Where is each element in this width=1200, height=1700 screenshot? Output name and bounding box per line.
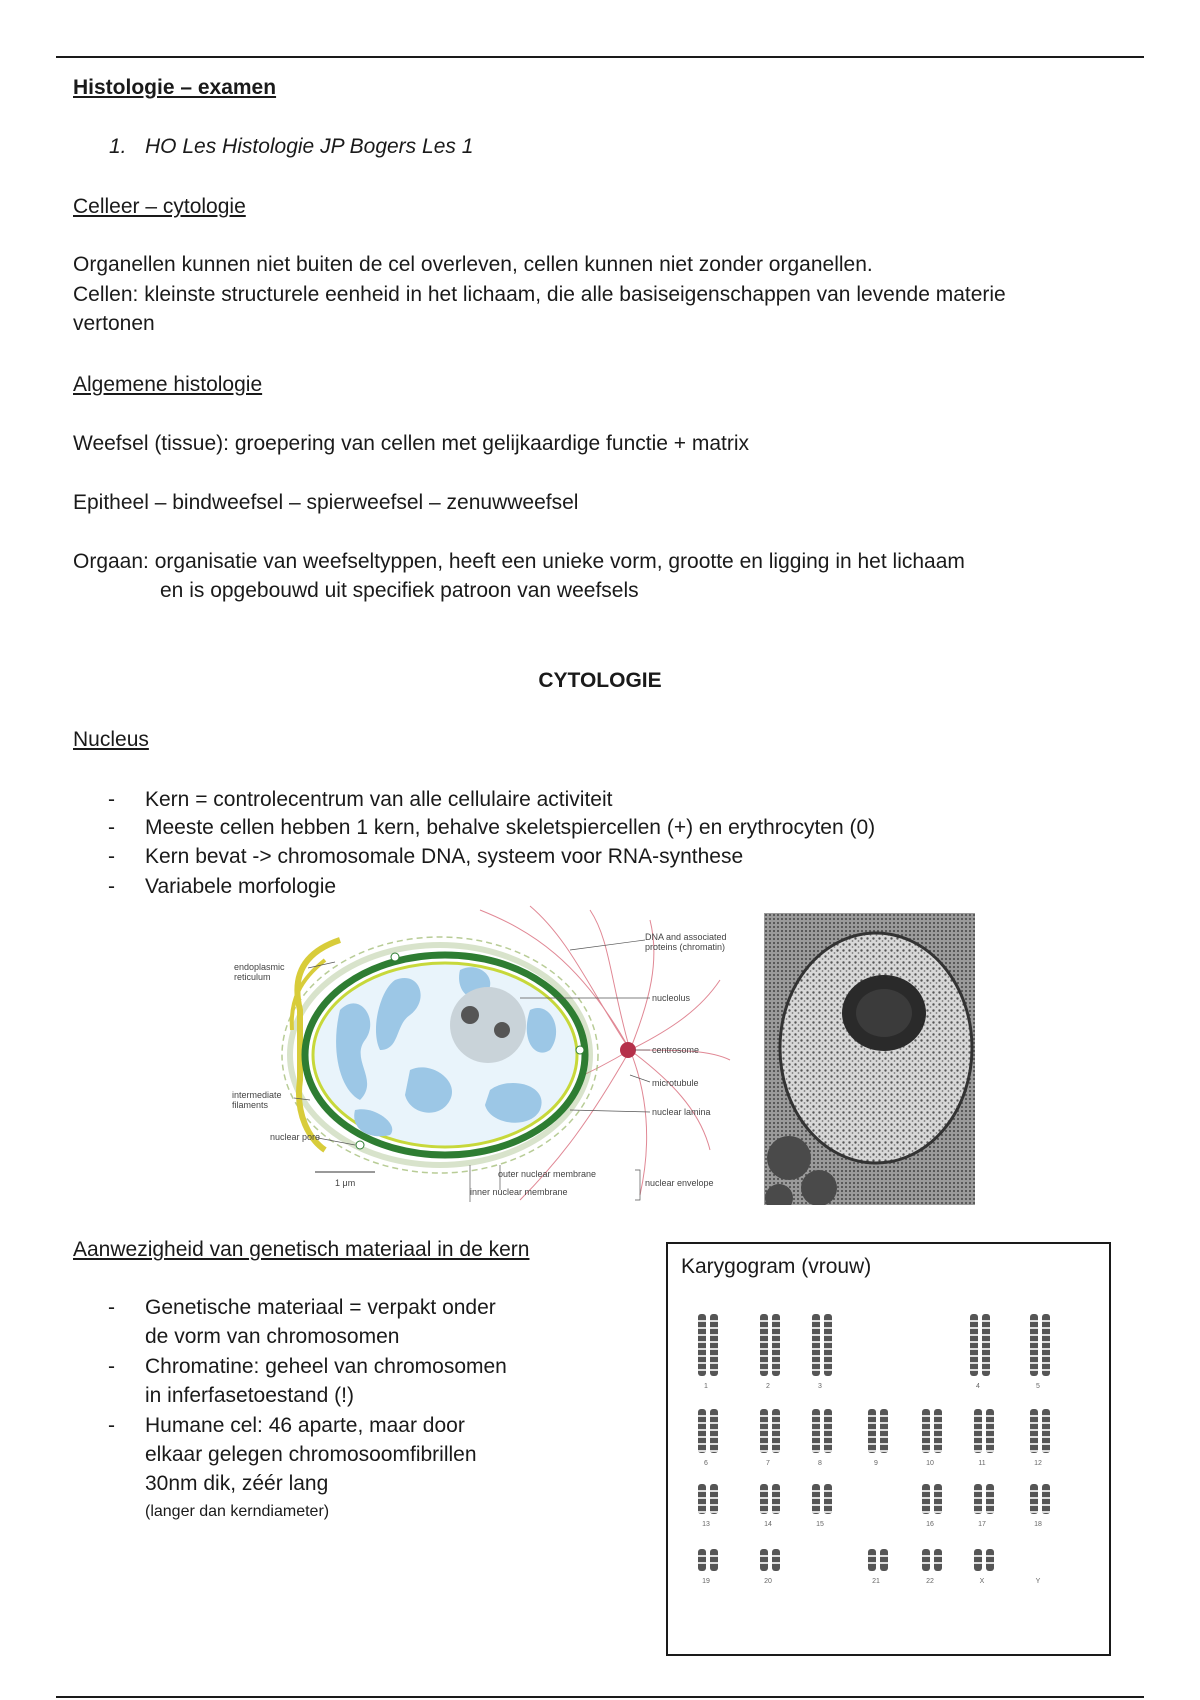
chromosome-number-label: 19 [702,1578,710,1585]
heading-genetisch-materiaal: Aanwezigheid van genetisch materiaal in de kern [73,1238,530,1261]
chromosome-number-label: Y [1035,1578,1041,1585]
list-item: Chromatine: geheel van chromosomen [145,1355,507,1378]
label-dna-2: proteins (chromatin) [645,942,726,952]
chromosome-pair-X [974,1549,994,1585]
list-item: Kern bevat -> chromosomale DNA, systeem voor RNA-synthese [145,845,744,868]
list-item-cont: de vorm van chromosomen [145,1325,400,1348]
chromosome-number-label: 4 [976,1383,980,1390]
chromosome-number-label: 13 [702,1521,710,1528]
chromosome-number-label: 8 [818,1460,822,1467]
chromosome-number-label: 9 [874,1460,878,1467]
label-dna: DNA and associated [645,932,727,942]
paragraph-line: Organellen kunnen niet buiten de cel overleven, cellen kunnen niet zonder organellen. [73,253,873,276]
list-item-number: 1. [109,135,127,158]
chromosome-number-label: X [979,1578,985,1585]
chromosome-number-label: 6 [704,1460,708,1467]
list-item-lecture: HO Les Histologie JP Bogers Les 1 [145,135,474,158]
chromosome-number-label: 2 [766,1383,770,1390]
chromosome-pair-10 [922,1409,942,1467]
bullet-dash: - [108,1355,115,1378]
chromosome [710,1314,718,1376]
chromosome [1030,1314,1038,1376]
list-item-cont: 30nm dik, zéér lang [145,1472,329,1495]
section-heading-cytologie: CYTOLOGIE [538,669,662,692]
chromosome-number-label: 22 [926,1578,934,1585]
chromosome [772,1549,780,1571]
chromosome-pair-18 [1030,1484,1050,1528]
karyogram-box [666,1242,1111,1656]
chromosome [970,1314,978,1376]
chromosome-pair-1 [698,1314,718,1390]
chromosome-pair-22 [922,1549,942,1585]
chromosome [760,1549,768,1571]
document-title: Histologie – examen [73,76,277,99]
chromosome [974,1549,982,1571]
list-item: Genetische materiaal = verpakt onder [145,1296,496,1319]
label-outer-membrane: outer nuclear membrane [498,1169,597,1179]
chromosome [880,1549,888,1571]
top-rule [56,56,1144,58]
list-item: Kern = controlecentrum van alle cellulaire activiteit [145,788,613,811]
label-nucleolus: nucleolus [652,993,691,1003]
chromosome-number-label: 17 [978,1521,986,1528]
heading-algemene-histologie: Algemene histologie [73,373,263,396]
label-centrosome: centrosome [652,1045,700,1055]
chromosome-number-label: 1 [704,1383,708,1390]
karyogram-image [678,1314,1098,1634]
chromosome-pair-13 [698,1484,718,1528]
chromosome-number-label: 18 [1034,1521,1042,1528]
karyogram-title: Karygogram (vrouw) [681,1255,872,1278]
bullet-dash: - [108,1296,115,1319]
chromosome-pair-9 [868,1409,888,1467]
chromosome [710,1549,718,1571]
chromosome-pair-14 [760,1484,780,1528]
label-filaments: filaments [232,1100,269,1110]
bullet-dash: - [108,845,115,868]
heading-celleer: Celleer – cytologie [73,195,246,218]
label-nuclear-envelope: nuclear envelope [645,1178,714,1188]
chromosome-number-label: 20 [764,1578,772,1585]
chromosome-pair-11 [974,1409,994,1467]
list-item-cont: elkaar gelegen chromosoomfibrillen [145,1443,477,1466]
label-microtubule: microtubule [652,1078,699,1088]
chromosome [922,1549,930,1571]
chromosome-pair-8 [812,1409,832,1467]
chromosome [868,1549,876,1571]
chromosome [760,1314,768,1376]
chromosome-number-label: 10 [926,1460,934,1467]
list-item: Variabele morfologie [145,875,337,898]
list-item-cont: in inferfasetoestand (!) [145,1384,354,1407]
bullet-dash: - [108,788,115,811]
chromosome-pair-3 [812,1314,832,1390]
paragraph-orgaan-cont: en is opgebouwd uit specifiek patroon van weefsels [160,579,639,602]
chromosome [986,1549,994,1571]
chromosome-pair-12 [1030,1409,1050,1467]
chromosome-number-label: 5 [1036,1383,1040,1390]
nucleus-diagram [230,900,760,1210]
chromosome [812,1314,820,1376]
label-scale: 1 μm [335,1178,356,1188]
chromosome-number-label: 21 [872,1578,880,1585]
chromosome-number-label: 15 [816,1521,824,1528]
chromosome-pair-Y [1036,1578,1041,1585]
chromosome-pair-2 [760,1314,780,1390]
chromosome-pair-21 [868,1549,888,1585]
chromosome-number-label: 12 [1034,1460,1042,1467]
chromosome-number-label: 16 [926,1521,934,1528]
paragraph-tissue-types: Epitheel – bindweefsel – spierweefsel – zenuwweefsel [73,491,579,514]
electron-micrograph [764,913,975,1205]
chromosome [824,1314,832,1376]
label-er-2: reticulum [234,972,271,982]
chromosome-number-label: 14 [764,1521,772,1528]
chromosome-pair-4 [970,1314,990,1390]
chromosome [982,1314,990,1376]
chromosome-pair-5 [1030,1314,1050,1390]
chromosome-pair-17 [974,1484,994,1528]
list-item-note: (langer dan kerndiameter) [145,1503,330,1520]
paragraph-orgaan: Orgaan: organisatie van weefseltyppen, heeft een unieke vorm, grootte en ligging in het lichaam [73,550,965,573]
chromosome [1042,1314,1050,1376]
bullet-dash: - [108,1414,115,1437]
label-inner-membrane: inner nuclear membrane [470,1187,568,1197]
chromosome-pair-7 [760,1409,780,1467]
bullet-dash: - [108,816,115,839]
chromosome-pair-6 [698,1409,718,1467]
chromosome-number-label: 11 [978,1460,986,1467]
paragraph-line: vertonen [73,312,155,335]
heading-nucleus: Nucleus [73,728,149,751]
paragraph-weefsel: Weefsel (tissue): groepering van cellen met gelijkaardige functie + matrix [73,432,750,455]
label-nuclear-lamina: nuclear lamina [652,1107,711,1117]
paragraph-line: Cellen: kleinste structurele eenheid in het lichaam, die alle basiseigenschappen van levende materie [73,283,1006,306]
label-intermediate: intermediate [232,1090,282,1100]
chromosome [772,1314,780,1376]
chromosome-pair-20 [760,1549,780,1585]
label-er: endoplasmic [234,962,285,972]
chromosome-number-label: 7 [766,1460,770,1467]
bullet-dash: - [108,875,115,898]
chromosome-pair-19 [698,1549,718,1585]
chromosome-number-label: 3 [818,1383,822,1390]
chromosome-pair-16 [922,1484,942,1528]
bottom-rule [56,1696,1144,1698]
list-item: Meeste cellen hebben 1 kern, behalve skeletspiercellen (+) en erythrocyten (0) [145,816,876,839]
chromosome-pair-15 [812,1484,832,1528]
chromosome [698,1314,706,1376]
list-item: Humane cel: 46 aparte, maar door [145,1414,465,1437]
chromosome [698,1549,706,1571]
chromosome [934,1549,942,1571]
label-nuclear-pore: nuclear pore [270,1132,321,1142]
